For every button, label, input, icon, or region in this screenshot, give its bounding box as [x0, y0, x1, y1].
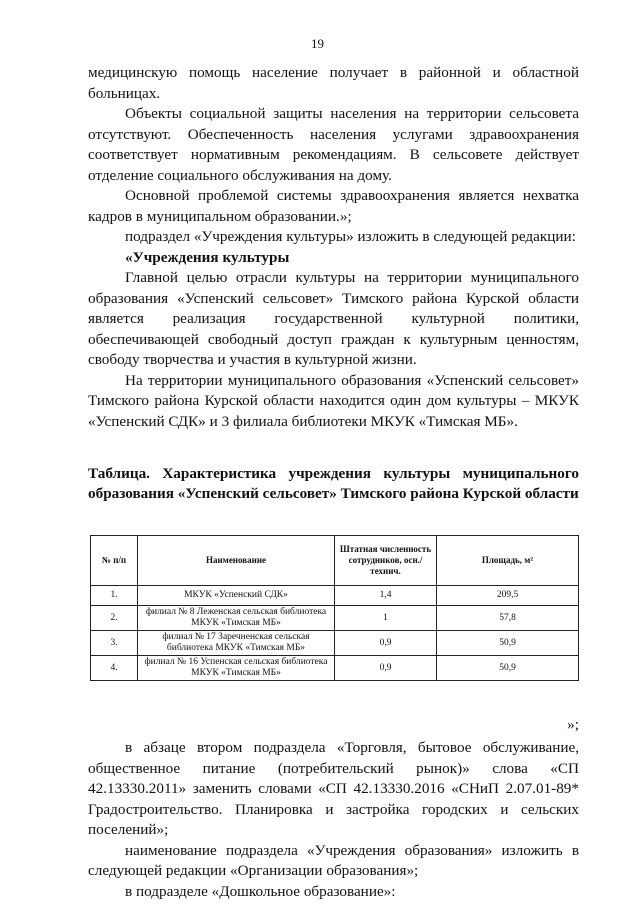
cell-num: 3.: [91, 631, 138, 656]
cell-area: 50,9: [437, 631, 579, 656]
page-number: 19: [311, 36, 324, 51]
body-text-bottom: [88, 738, 579, 902]
table-row: [91, 631, 579, 656]
cell-name: филиал № 8 Леженская сельская библиотека МКУК «Тимская МБ»: [138, 606, 335, 631]
table-header-row: [91, 536, 579, 586]
cell-num: 2.: [91, 606, 138, 631]
paragraph: Основной проблемой системы здравоохранения является нехватка кадров в муниципальном образовании.»;: [88, 187, 579, 225]
table-closing-quote: »;: [567, 716, 579, 733]
paragraph: медицинскую помощь население получает в районной и областной больницах.: [88, 64, 579, 102]
cell-name: МКУК «Успенский СДК»: [138, 586, 335, 606]
cell-area: 50,9: [437, 656, 579, 681]
cell-name: филиал № 17 Заречненская сельская библиотека МКУК «Тимская МБ»: [138, 631, 335, 656]
header-staff: Штатная численность сотрудников, осн./технич.: [335, 536, 437, 586]
cell-area: 209,5: [437, 586, 579, 606]
paragraph: Объекты социальной защиты населения на территории сельсовета отсутствуют. Обеспеченность населения услугами здравоохранения соответствует нормативным рекомендациям. В сельсовете действует отделение социального обслуживания на дому.: [88, 105, 579, 184]
header-area: Площадь, м²: [437, 536, 579, 586]
paragraph: в абзаце втором подраздела «Торговля, бытовое обслуживание, общественное питание (потребительский рынок)» слова «СП 42.13330.2011» заменить словами «СП 42.13330.2016 «СНиП 2.07.01-89* Градостроительство. Планировка и застройка городских и сельских поселений»;: [88, 739, 579, 838]
table-row: [91, 586, 579, 606]
body-text-top: [88, 63, 579, 432]
paragraph: Главной целью отрасли культуры на территории муниципального образования «Успенский сельсовет» Тимского района Курской области является реализация государственной культурной политики, обеспечивающей свободный доступ граждан к культурным ценностям, свободу творчества и участия в культурной жизни.: [88, 269, 579, 368]
paragraph: наименование подраздела «Учреждения образования» изложить в следующей редакции «Организации образования»;: [88, 841, 579, 879]
cell-staff: 0,9: [335, 656, 437, 681]
cell-num: 4.: [91, 656, 138, 681]
cell-num: 1.: [91, 586, 138, 606]
cell-area: 57,8: [437, 606, 579, 631]
paragraph: На территории муниципального образования «Успенский сельсовет» Тимского района Курской области находится один дом культуры – МКУК «Успенский СДК» и 3 филиала библиотеки МКУК «Тимская МБ».: [88, 371, 579, 430]
cell-name: филиал № 16 Успенская сельская библиотека МКУК «Тимская МБ»: [138, 656, 335, 681]
table-row: [91, 606, 579, 631]
table-title: Таблица. Характеристика учреждения культуры муниципального образования «Успенский сельсовет» Тимского района Курской области: [88, 465, 579, 502]
header-name: Наименование: [138, 536, 335, 586]
cell-staff: 1: [335, 606, 437, 631]
table-row: [91, 656, 579, 681]
header-num: № п/п: [91, 536, 138, 586]
cell-staff: 1,4: [335, 586, 437, 606]
paragraph: подраздел «Учреждения культуры» изложить в следующей редакции:: [125, 228, 576, 245]
paragraph: в подразделе «Дошкольное образование»:: [125, 882, 396, 900]
culture-table: [90, 535, 579, 681]
subheading: «Учреждения культуры: [125, 248, 290, 266]
cell-staff: 0,9: [335, 631, 437, 656]
